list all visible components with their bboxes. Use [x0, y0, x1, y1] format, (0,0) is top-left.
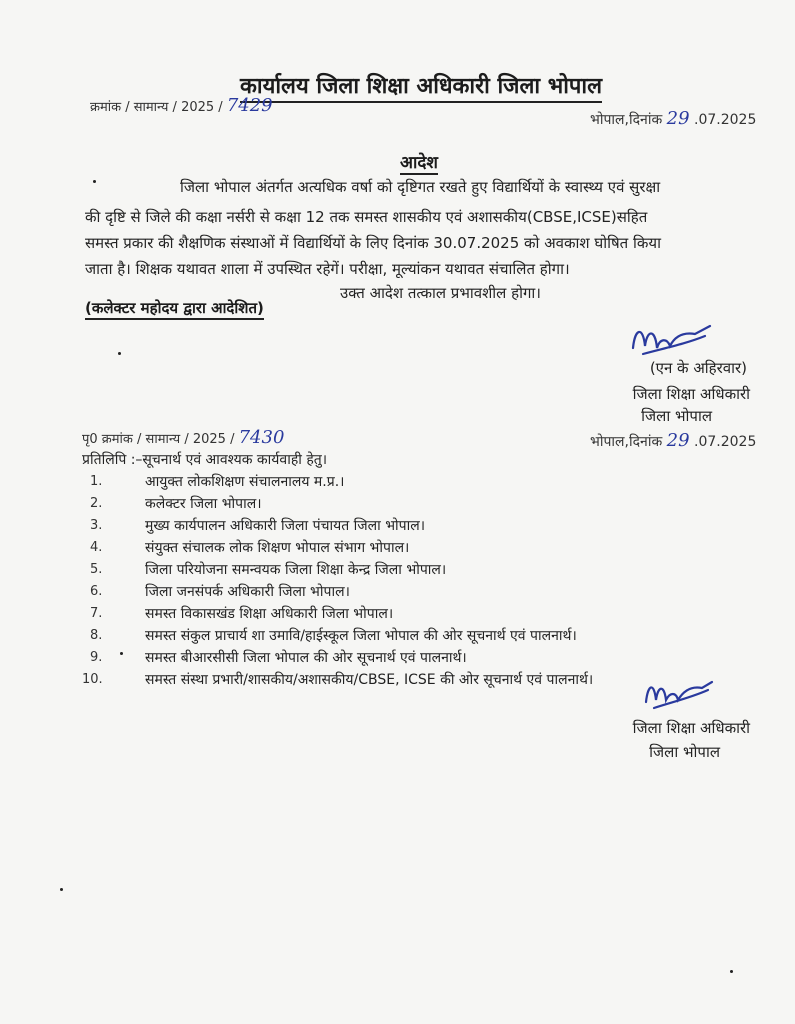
list-item-number: 10. — [82, 672, 103, 687]
list-item: कलेक्टर जिला भोपाल। — [145, 496, 262, 512]
signatory-date-prefix: भोपाल,दिनांक — [590, 434, 663, 450]
date-day: 29 — [666, 108, 690, 129]
order-reference — [90, 95, 273, 116]
list-item-number: 5. — [90, 562, 103, 577]
list-item: जिला परियोजना समन्वयक जिला शिक्षा केन्द्र जिला भोपाल। — [145, 562, 447, 578]
list-item-number: 6. — [90, 584, 103, 599]
signatory-date-suffix: .07.2025 — [694, 434, 757, 450]
officer-signature-1 — [625, 318, 720, 363]
scan-speck — [730, 970, 733, 973]
list-item: आयुक्त लोकशिक्षण संचालनालय म.प्र.। — [145, 474, 345, 490]
list-item: समस्त संकुल प्राचार्य शा उमावि/हाईस्कूल जिला भोपाल की ओर सूचनार्थ एवं पालनार्थ। — [145, 628, 577, 644]
list-item: मुख्य कार्यपालन अधिकारी जिला पंचायत जिला भोपाल। — [145, 518, 426, 534]
signatory-2-designation: जिला शिक्षा अधिकारी — [632, 719, 750, 737]
list-item-number: 8. — [90, 628, 103, 643]
signatory-name: (एन के अहिरवार) — [649, 359, 747, 377]
list-item-number: 9. — [90, 650, 103, 665]
list-item-number: 1. — [90, 474, 103, 489]
signatory-district: जिला भोपाल — [641, 407, 712, 425]
date-prefix: भोपाल,दिनांक — [590, 112, 663, 128]
reference-prefix: क्रमांक / सामान्य / 2025 / — [90, 100, 223, 115]
copy-reference — [82, 427, 284, 448]
order-line-4: जाता है। शिक्षक यथावत शाला में उपस्थित रहेगें। परीक्षा, मूल्यांकन यथावत संचालित होगा। — [85, 260, 570, 278]
collector-order-line: (कलेक्टर महोदय द्वारा आदेशित) — [85, 298, 264, 320]
list-item-number: 2. — [90, 496, 103, 511]
scan-speck — [120, 652, 123, 655]
list-item: समस्त विकासखंड शिक्षा अधिकारी जिला भोपाल। — [145, 606, 394, 622]
copy-reference-prefix: पृ0 क्रमांक / सामान्य / 2025 / — [82, 432, 235, 447]
order-heading: आदेश — [400, 150, 438, 175]
list-item-number: 7. — [90, 606, 103, 621]
order-effective-line: उक्त आदेश तत्काल प्रभावशील होगा। — [340, 284, 541, 302]
office-title: कार्यालय जिला शिक्षा अधिकारी जिला भोपाल — [240, 70, 602, 103]
date-suffix: .07.2025 — [694, 112, 757, 128]
copy-reference-number: 7430 — [238, 427, 285, 448]
copy-intro: प्रतिलिपि :–सूचनार्थ एवं आवश्यक कार्यवाही हेतु। — [82, 452, 328, 468]
order-date — [590, 108, 756, 129]
reference-number: 7429 — [226, 95, 273, 116]
order-line-3: समस्त प्रकार की शैक्षणिक संस्थाओं में विद्यार्थियों के लिए दिनांक 30.07.2025 को अवकाश घोषित किया — [85, 234, 661, 252]
list-item: जिला जनसंपर्क अधिकारी जिला भोपाल। — [145, 584, 350, 600]
list-item: समस्त बीआरसीसी जिला भोपाल की ओर सूचनार्थ एवं पालनार्थ। — [145, 650, 467, 666]
signatory-designation: जिला शिक्षा अधिकारी — [632, 385, 750, 403]
officer-signature-2 — [640, 676, 720, 716]
list-item-number: 4. — [90, 540, 103, 555]
list-item: समस्त संस्था प्रभारी/शासकीय/अशासकीय/CBSE, ICSE की ओर सूचनार्थ एवं पालनार्थ। — [145, 672, 594, 688]
order-line-2: की दृष्टि से जिले की कक्षा नर्सरी से कक्षा 12 तक समस्त शासकीय एवं अशासकीय(CBSE,ICSE)सहित — [85, 208, 648, 226]
order-line-1: जिला भोपाल अंतर्गत अत्यधिक वर्षा को दृष्टिगत रखते हुए विद्यार्थियों के स्वास्थ्य एवं सुरक्षा — [180, 178, 661, 196]
list-item-number: 3. — [90, 518, 103, 533]
list-item: संयुक्त संचालक लोक शिक्षण भोपाल संभाग भोपाल। — [145, 540, 410, 556]
scan-speck — [60, 888, 63, 891]
signatory-date — [590, 430, 756, 451]
scan-speck — [93, 180, 96, 183]
scan-speck — [118, 352, 121, 355]
signatory-2-district: जिला भोपाल — [649, 743, 720, 761]
signatory-date-day: 29 — [666, 430, 690, 451]
